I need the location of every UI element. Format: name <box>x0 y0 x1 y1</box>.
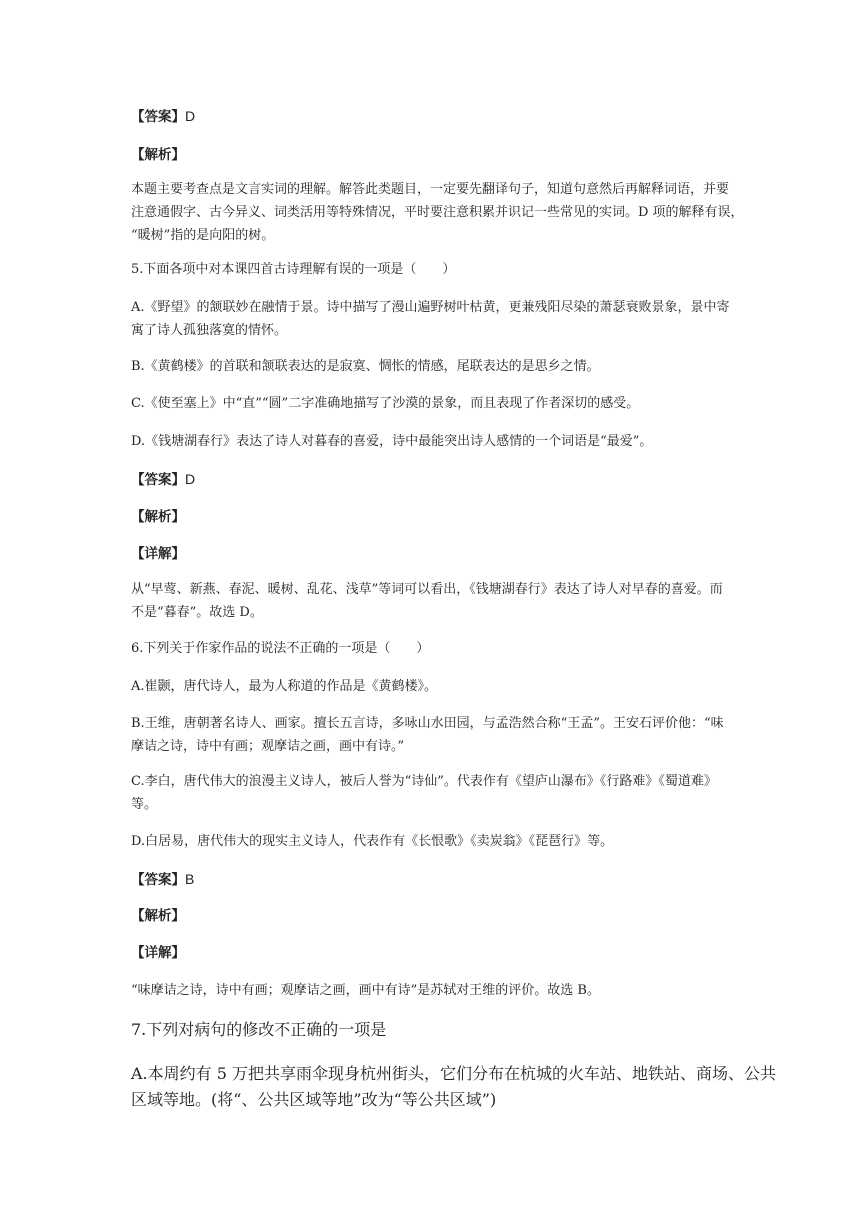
option-a-line: A.本周约有 5 万把共享雨伞现身杭州街头，它们分布在杭城的火车站、地铁站、商场、公共 <box>131 1064 776 1083</box>
analysis-label <box>131 906 731 927</box>
question-stem: 7.下列对病句的修改不正确的一项是 <box>131 1020 387 1039</box>
analysis-text-line: 本题主要考查点是文言实词的理解。解答此类题目，一定要先翻译句子，知道句意然后再解释词语，并要 <box>131 182 730 197</box>
analysis-label <box>131 145 731 166</box>
detail-label-text: 【详解】 <box>131 546 185 562</box>
answer-label: 【答案】 <box>131 472 185 488</box>
answer-label: 【答案】 <box>131 109 185 125</box>
detail-text: “味摩诘之诗，诗中有画；观摩诘之画，画中有诗”是苏轼对王维的评价。故选 B。 <box>131 983 600 998</box>
analysis-text-line: 注意通假字、古今异义、词类活用等特殊情况，平时要注意积累并识记一些常见的实词。D 项的解释有误， <box>131 205 744 220</box>
analysis-label <box>131 507 731 528</box>
analysis-label-text: 【解析】 <box>131 509 185 525</box>
option-d: D.白居易，唐代伟大的现实主义诗人，代表作有《长恨歌》《卖炭翁》《琵琶行》等。 <box>131 834 614 849</box>
analysis-text-line: “暖树”指的是向阳的树。 <box>131 228 275 243</box>
answer-line <box>131 106 731 128</box>
question-stem: 6.下列关于作家作品的说法不正确的一项是（ ） <box>131 641 430 656</box>
option-c-line: C.李白，唐代伟大的浪漫主义诗人，被后人誉为“诗仙”。代表作有《望庐山瀑布》《行路难》《蜀道难》 <box>131 774 717 789</box>
analysis-label-text: 【解析】 <box>131 147 185 163</box>
option-c-line: 等。 <box>131 797 158 812</box>
option-c: C.《使至塞上》中“直”“圆”二字准确地描写了沙漠的景象，而且表现了作者深切的感受。 <box>131 396 640 411</box>
answer-line <box>131 869 731 891</box>
detail-text-line: 从“早莺、新燕、春泥、暖树、乱花、浅草”等词可以看出，《钱塘湖春行》表达了诗人对早春的喜爱。而 <box>131 582 723 597</box>
option-a-line: 区域等地。(将“、公共区域等地”改为“等公共区域”) <box>131 1090 497 1109</box>
option-a: A.崔颢，唐代诗人，最为人称道的作品是《黄鹤楼》。 <box>131 679 438 694</box>
detail-label-text: 【详解】 <box>131 945 185 961</box>
option-b: B.《黄鹤楼》的首联和颔联表达的是寂寞、惆怅的情感，尾联表达的是思乡之情。 <box>131 359 600 374</box>
answer-value: B <box>185 871 195 887</box>
option-a-line: 寓了诗人孤独落寞的情怀。 <box>131 323 288 338</box>
answer-label: 【答案】 <box>131 872 185 888</box>
option-b-line: 摩诘之诗，诗中有画；观摩诘之画，画中有诗。” <box>131 739 405 754</box>
answer-value: D <box>185 108 196 124</box>
option-b-line: B.王维，唐朝著名诗人、画家。擅长五言诗，多咏山水田园，与孟浩然合称“王孟”。王安石评价他：“味 <box>131 716 724 731</box>
analysis-label-text: 【解析】 <box>131 908 185 924</box>
option-a-line: A.《野望》的颔联妙在融情于景。诗中描写了漫山遍野树叶枯黄，更兼残阳尽染的萧瑟衰败景象，景中寄 <box>131 300 730 315</box>
answer-value: D <box>185 471 196 487</box>
question-stem: 5.下面各项中对本课四首古诗理解有误的一项是（ ） <box>131 262 456 277</box>
detail-text-line: 不是“暮春”。故选 D。 <box>131 605 263 620</box>
answer-line <box>131 469 731 491</box>
detail-label <box>131 943 731 964</box>
detail-label <box>131 544 731 565</box>
option-d: D.《钱塘湖春行》表达了诗人对暮春的喜爱，诗中最能突出诗人感情的一个词语是“最爱”。 <box>131 434 653 449</box>
